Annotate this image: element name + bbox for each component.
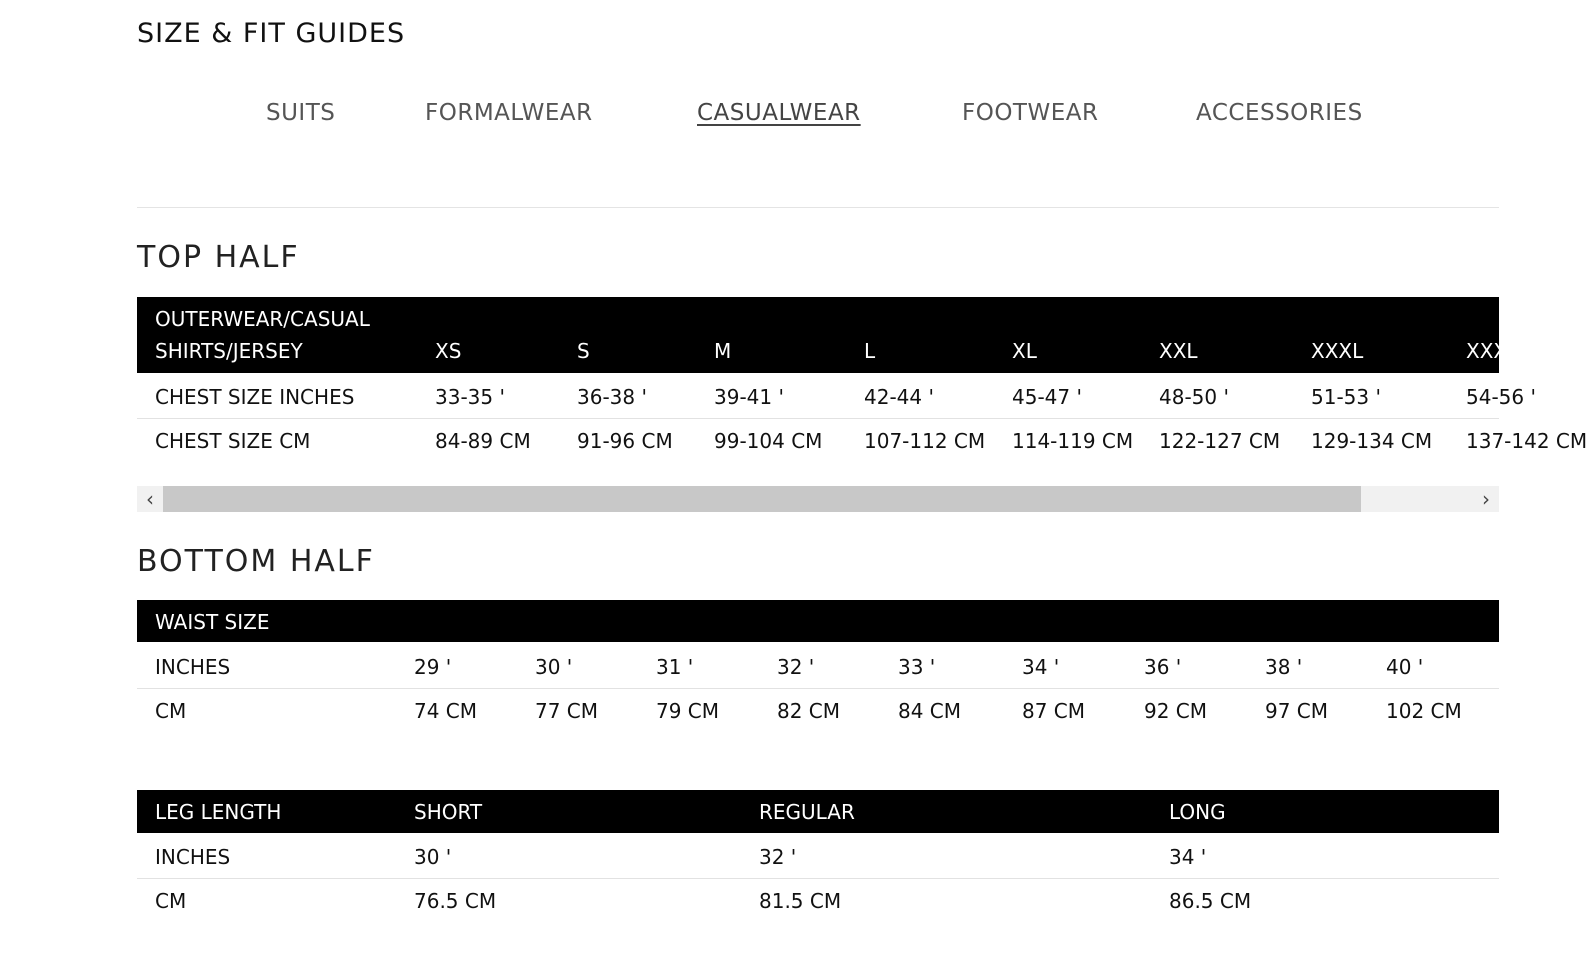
table-cell: 102 CM bbox=[1386, 699, 1462, 723]
size-header: L bbox=[864, 339, 876, 363]
table-cell: 38 ' bbox=[1265, 655, 1303, 679]
top-half-header bbox=[137, 297, 1532, 373]
table-cell: 33 ' bbox=[898, 655, 936, 679]
bottom-half-title: BOTTOM HALF bbox=[137, 544, 375, 579]
scrollbar-thumb[interactable] bbox=[163, 486, 1361, 512]
column-header: SHORT bbox=[414, 800, 483, 824]
table-cell: 82 CM bbox=[777, 699, 841, 723]
tab-footwear[interactable]: FOOTWEAR bbox=[962, 100, 1099, 126]
table-cell: 99-104 CM bbox=[714, 429, 823, 453]
size-header: XL bbox=[1012, 339, 1037, 363]
table-cell: 30 ' bbox=[414, 845, 452, 869]
table-cell: 36-38 ' bbox=[577, 385, 647, 409]
table-cell: 42-44 ' bbox=[864, 385, 934, 409]
table-cell: 34 ' bbox=[1022, 655, 1060, 679]
horizontal-scrollbar[interactable] bbox=[137, 486, 1499, 512]
table-cell: 40 ' bbox=[1386, 655, 1424, 679]
tab-suits[interactable]: SUITS bbox=[266, 100, 336, 126]
table-cell: 122-127 CM bbox=[1159, 429, 1281, 453]
table-cell: 87 CM bbox=[1022, 699, 1086, 723]
size-guide-tabs bbox=[0, 100, 1594, 140]
table-cell: 84 CM bbox=[898, 699, 962, 723]
table-row bbox=[137, 835, 1499, 879]
column-header: LONG bbox=[1169, 800, 1226, 824]
table-cell: 81.5 CM bbox=[759, 889, 842, 913]
table-cell: 45-47 ' bbox=[1012, 385, 1082, 409]
table-cell: 51-53 ' bbox=[1311, 385, 1381, 409]
table-cell: 30 ' bbox=[535, 655, 573, 679]
table-cell: 84-89 CM bbox=[435, 429, 531, 453]
table-cell: 31 ' bbox=[656, 655, 694, 679]
scroll-right-icon[interactable]: › bbox=[1482, 487, 1490, 511]
table-cell: 107-112 CM bbox=[864, 429, 986, 453]
page-title: SIZE & FIT GUIDES bbox=[137, 18, 406, 49]
table-cell: 29 ' bbox=[414, 655, 452, 679]
leg-length-header bbox=[137, 790, 1499, 833]
table-cell: 32 ' bbox=[777, 655, 815, 679]
section-divider bbox=[137, 207, 1499, 208]
table-cell: 114-119 CM bbox=[1012, 429, 1134, 453]
table-cell: 92 CM bbox=[1144, 699, 1208, 723]
tab-casualwear[interactable]: CASUALWEAR bbox=[697, 100, 861, 126]
header-label-line1: OUTERWEAR/CASUAL bbox=[155, 307, 370, 331]
header-label: LEG LENGTH bbox=[155, 800, 282, 824]
table-row bbox=[137, 879, 1499, 922]
top-half-title: TOP HALF bbox=[137, 240, 300, 275]
row-label: CM bbox=[155, 889, 187, 913]
table-row bbox=[137, 375, 1536, 419]
table-cell: 74 CM bbox=[414, 699, 478, 723]
table-cell: 32 ' bbox=[759, 845, 797, 869]
table-cell: 34 ' bbox=[1169, 845, 1207, 869]
table-cell: 33-35 ' bbox=[435, 385, 505, 409]
table-cell: 54-56 ' bbox=[1466, 385, 1536, 409]
row-label: CM bbox=[155, 699, 187, 723]
tab-accessories[interactable]: ACCESSORIES bbox=[1196, 100, 1363, 126]
table-row bbox=[137, 419, 1588, 462]
row-label: CHEST SIZE INCHES bbox=[155, 385, 355, 409]
scroll-left-icon[interactable]: ‹ bbox=[146, 487, 154, 511]
table-row bbox=[137, 689, 1499, 733]
size-header: XXL bbox=[1159, 339, 1198, 363]
waist-size-header bbox=[137, 600, 1499, 642]
row-label: CHEST SIZE CM bbox=[155, 429, 311, 453]
row-label: INCHES bbox=[155, 655, 231, 679]
table-cell: 86.5 CM bbox=[1169, 889, 1252, 913]
table-cell: 91-96 CM bbox=[577, 429, 673, 453]
waist-size-table bbox=[137, 600, 1499, 734]
header-label: WAIST SIZE bbox=[155, 610, 270, 634]
header-label-line2: SHIRTS/JERSEY bbox=[155, 339, 303, 363]
table-row bbox=[137, 644, 1499, 689]
table-cell: 137-142 CM bbox=[1466, 429, 1588, 453]
tab-formalwear[interactable]: FORMALWEAR bbox=[425, 100, 593, 126]
table-cell: 76.5 CM bbox=[414, 889, 497, 913]
size-header: M bbox=[714, 339, 732, 363]
size-header: S bbox=[577, 339, 590, 363]
size-header: XXXL bbox=[1311, 339, 1364, 363]
top-half-table[interactable] bbox=[137, 297, 1588, 472]
table-cell: 48-50 ' bbox=[1159, 385, 1229, 409]
table-cell: 36 ' bbox=[1144, 655, 1182, 679]
table-cell: 79 CM bbox=[656, 699, 720, 723]
row-label: INCHES bbox=[155, 845, 231, 869]
table-cell: 97 CM bbox=[1265, 699, 1329, 723]
table-cell: 129-134 CM bbox=[1311, 429, 1433, 453]
table-cell: 77 CM bbox=[535, 699, 599, 723]
leg-length-table bbox=[137, 790, 1499, 924]
table-cell: 39-41 ' bbox=[714, 385, 784, 409]
size-header: XXXXL bbox=[1466, 339, 1532, 363]
column-header: REGULAR bbox=[759, 800, 855, 824]
size-header: XS bbox=[435, 339, 462, 363]
